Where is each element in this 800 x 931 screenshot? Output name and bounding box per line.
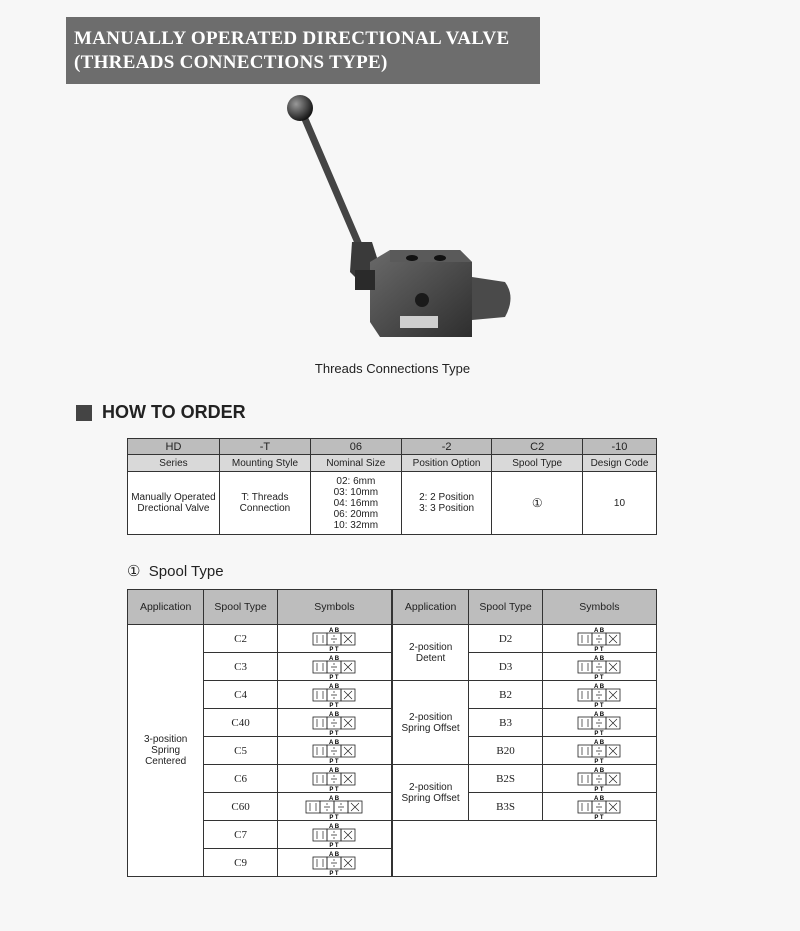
port-label-bottom: P T — [329, 646, 340, 652]
application-line: Spring Offset — [401, 792, 460, 804]
application-line: 2-position — [408, 781, 453, 793]
port-label-top: A B — [594, 739, 605, 746]
symbol-box — [306, 801, 320, 813]
header-symbols-2: Symbols — [542, 590, 656, 625]
port-label-bottom: P T — [594, 730, 605, 736]
spool-code: C9 — [204, 849, 278, 877]
application-cell — [392, 625, 469, 681]
flow-path — [344, 663, 352, 671]
value-size — [310, 472, 401, 535]
title-line-2: (THREADS CONNECTIONS TYPE) — [74, 52, 388, 73]
port-label-bottom: P T — [594, 814, 605, 820]
spool-symbol-icon — [292, 738, 376, 764]
port-label-top: A B — [594, 711, 605, 718]
spool-symbol-icon — [292, 682, 376, 708]
port-label-bottom: P T — [329, 786, 340, 792]
flow-path — [324, 803, 330, 811]
flow-path — [331, 635, 337, 643]
symbol-cell — [542, 653, 656, 681]
spool-symbol-icon — [292, 822, 376, 848]
port-label-bottom: P T — [329, 870, 340, 876]
symbol-box — [578, 661, 592, 673]
mounting-line-2: Connection — [239, 503, 291, 514]
flow-path — [317, 775, 323, 783]
value-series — [128, 472, 220, 535]
title-line-1: MANUALLY OPERATED DIRECTIONAL VALVE — [74, 28, 510, 49]
value-mounting — [219, 472, 310, 535]
flow-path — [596, 803, 602, 811]
flow-path — [582, 775, 588, 783]
flow-path — [344, 691, 352, 699]
port-label-top: A B — [329, 851, 340, 858]
port-label-top: A B — [594, 795, 605, 802]
flow-path — [596, 635, 602, 643]
symbol-cell — [277, 793, 392, 821]
flow-path — [609, 691, 617, 699]
port-label-top: A B — [329, 683, 340, 690]
symbol-cell — [542, 625, 656, 653]
size-option: 03: 10mm — [333, 486, 379, 498]
spool-symbol-icon — [557, 710, 641, 736]
symbol-box — [313, 717, 327, 729]
position-option: 2: 2 Position — [419, 492, 475, 503]
symbol-box — [313, 661, 327, 673]
port-label-bottom: P T — [329, 814, 340, 820]
size-option: 06: 20mm — [333, 508, 379, 520]
symbol-cell — [277, 821, 392, 849]
port-label-top: A B — [594, 683, 605, 690]
value-design: 10 — [582, 472, 656, 535]
spool-code: C3 — [204, 653, 278, 681]
flow-path — [331, 663, 337, 671]
header-application: Application — [128, 590, 204, 625]
value-position — [401, 472, 492, 535]
symbol-cell — [542, 765, 656, 793]
flow-path — [331, 691, 337, 699]
spool-code: B3 — [469, 709, 543, 737]
flow-path — [331, 859, 337, 867]
code-design: -10 — [582, 439, 656, 455]
label-design: Design Code — [582, 455, 656, 472]
header-spool-type: Spool Type — [204, 590, 278, 625]
application-line: Centered — [145, 756, 187, 767]
header-application-2: Application — [392, 590, 469, 625]
port-label-bottom: P T — [329, 842, 340, 848]
series-line-2: Drectional Valve — [137, 503, 210, 514]
port-label-bottom: P T — [329, 674, 340, 680]
flow-path — [317, 831, 323, 839]
spool-code: C7 — [204, 821, 278, 849]
spool-symbol-icon — [292, 794, 376, 820]
symbol-box — [313, 829, 327, 841]
port-label-top: A B — [329, 739, 340, 746]
port-label-top: A B — [329, 795, 340, 802]
symbol-cell — [277, 681, 392, 709]
code-mounting: -T — [219, 439, 310, 455]
flow-path — [317, 719, 323, 727]
spool-code: C4 — [204, 681, 278, 709]
flow-path — [582, 719, 588, 727]
order-code-table — [127, 438, 657, 535]
symbol-box — [313, 633, 327, 645]
series-line-1: Manually Operated — [131, 492, 216, 503]
spool-symbol-icon — [557, 682, 641, 708]
spool-code: D2 — [469, 625, 543, 653]
flow-path — [317, 663, 323, 671]
spool-code: B2S — [469, 765, 543, 793]
flow-path — [596, 663, 602, 671]
spool-code: B20 — [469, 737, 543, 765]
symbol-box — [313, 689, 327, 701]
spool-code: C40 — [204, 709, 278, 737]
flow-path — [609, 663, 617, 671]
flow-path — [338, 803, 344, 811]
code-position: -2 — [401, 439, 492, 455]
square-bullet-icon — [76, 405, 92, 421]
application-cell — [128, 625, 204, 877]
port-label-bottom: P T — [594, 758, 605, 764]
port-label-top: A B — [329, 655, 340, 662]
spool-code: C6 — [204, 765, 278, 793]
flow-path — [351, 803, 359, 811]
flow-path — [331, 747, 337, 755]
spool-symbol-icon — [292, 710, 376, 736]
flow-path — [317, 691, 323, 699]
application-cell — [392, 765, 469, 821]
spool-type-table — [127, 589, 657, 877]
application-line: 2-position — [408, 641, 453, 653]
label-spool: Spool Type — [492, 455, 583, 472]
table-row — [128, 765, 657, 793]
flow-path — [317, 635, 323, 643]
header-symbols: Symbols — [277, 590, 392, 625]
spool-symbol-icon — [557, 766, 641, 792]
label-series: Series — [128, 455, 220, 472]
spool-symbol-icon — [557, 794, 641, 820]
flow-path — [317, 859, 323, 867]
flow-path — [582, 663, 588, 671]
flow-path — [582, 691, 588, 699]
port-label-bottom: P T — [329, 702, 340, 708]
port-label-top: A B — [329, 627, 340, 634]
flow-path — [582, 747, 588, 755]
table-row — [128, 625, 657, 653]
flow-path — [596, 747, 602, 755]
flow-path — [609, 635, 617, 643]
table-row — [128, 821, 657, 849]
spool-symbol-icon — [557, 738, 641, 764]
flow-path — [331, 719, 337, 727]
code-spool: C2 — [492, 439, 583, 455]
port-label-top: A B — [329, 711, 340, 718]
spool-code: C5 — [204, 737, 278, 765]
symbol-cell — [542, 681, 656, 709]
size-option: 02: 6mm — [336, 475, 376, 487]
order-code-row — [128, 439, 657, 455]
how-to-order-title: HOW TO ORDER — [102, 402, 246, 422]
valve-product-image — [280, 92, 520, 352]
flow-path — [609, 747, 617, 755]
spool-symbol-icon — [557, 654, 641, 680]
flow-path — [582, 803, 588, 811]
port-label-top: A B — [329, 767, 340, 774]
flow-path — [331, 831, 337, 839]
mounting-line-1: T: Threads — [241, 492, 289, 503]
flow-path — [310, 803, 316, 811]
symbol-box — [578, 801, 592, 813]
flow-path — [317, 747, 323, 755]
label-position: Position Option — [401, 455, 492, 472]
flow-path — [344, 719, 352, 727]
port-label-top: A B — [594, 627, 605, 634]
application-line: Spring — [151, 745, 181, 756]
symbol-box — [313, 857, 327, 869]
order-value-row — [128, 472, 657, 535]
application-line: Detent — [415, 652, 446, 664]
order-label-row — [128, 455, 657, 472]
flow-path — [331, 775, 337, 783]
symbol-box — [313, 745, 327, 757]
application-line: 3-position — [143, 734, 188, 745]
flow-path — [344, 859, 352, 867]
port-label-top: A B — [594, 767, 605, 774]
symbol-cell — [277, 709, 392, 737]
position-option: 3: 3 Position — [419, 503, 475, 514]
symbol-cell — [542, 709, 656, 737]
symbol-box — [578, 773, 592, 785]
flow-path — [596, 775, 602, 783]
symbol-cell — [277, 653, 392, 681]
code-series: HD — [128, 439, 220, 455]
flow-path — [609, 803, 617, 811]
spool-code: C2 — [204, 625, 278, 653]
symbol-cell — [277, 849, 392, 877]
flow-path — [344, 747, 352, 755]
port-label-bottom: P T — [329, 758, 340, 764]
flow-path — [609, 719, 617, 727]
size-option: 04: 16mm — [333, 497, 379, 509]
symbol-cell — [277, 625, 392, 653]
application-line: 2-position — [408, 711, 453, 723]
empty-cell — [392, 821, 657, 877]
image-caption: Threads Connections Type — [314, 361, 471, 376]
symbol-box — [578, 633, 592, 645]
spool-code: B2 — [469, 681, 543, 709]
symbol-cell — [542, 737, 656, 765]
spool-symbol-icon — [292, 850, 376, 876]
spool-header-row — [128, 590, 657, 625]
spool-code: D3 — [469, 653, 543, 681]
symbol-box — [313, 773, 327, 785]
symbol-cell — [277, 737, 392, 765]
size-option: 10: 32mm — [333, 519, 379, 531]
flow-path — [344, 775, 352, 783]
flow-path — [596, 719, 602, 727]
flow-path — [582, 635, 588, 643]
symbol-box — [578, 689, 592, 701]
application-cell — [392, 681, 469, 765]
value-spool: ① — [492, 472, 583, 535]
label-size: Nominal Size — [310, 455, 401, 472]
port-label-top: A B — [329, 823, 340, 830]
spool-symbol-icon — [292, 766, 376, 792]
code-size: 06 — [310, 439, 401, 455]
application-line: Spring Offset — [401, 722, 460, 734]
flow-path — [609, 775, 617, 783]
symbol-box — [578, 717, 592, 729]
flow-path — [344, 831, 352, 839]
port-label-bottom: P T — [594, 702, 605, 708]
spool-symbol-icon — [557, 626, 641, 652]
symbol-cell — [277, 765, 392, 793]
spool-symbol-icon — [292, 626, 376, 652]
symbol-box — [578, 745, 592, 757]
flow-path — [596, 691, 602, 699]
spool-code: B3S — [469, 793, 543, 821]
symbol-cell — [542, 793, 656, 821]
header-spool-type-2: Spool Type — [469, 590, 543, 625]
port-label-bottom: P T — [594, 786, 605, 792]
table-row — [128, 681, 657, 709]
port-label-bottom: P T — [594, 674, 605, 680]
title-banner — [66, 17, 540, 84]
port-label-bottom: P T — [594, 646, 605, 652]
spool-code: C60 — [204, 793, 278, 821]
port-label-top: A B — [594, 655, 605, 662]
port-label-bottom: P T — [329, 730, 340, 736]
how-to-order-heading — [76, 402, 246, 423]
label-mounting: Mounting Style — [219, 455, 310, 472]
flow-path — [344, 635, 352, 643]
spool-symbol-icon — [292, 654, 376, 680]
spool-type-heading: ① Spool Type — [127, 563, 224, 580]
